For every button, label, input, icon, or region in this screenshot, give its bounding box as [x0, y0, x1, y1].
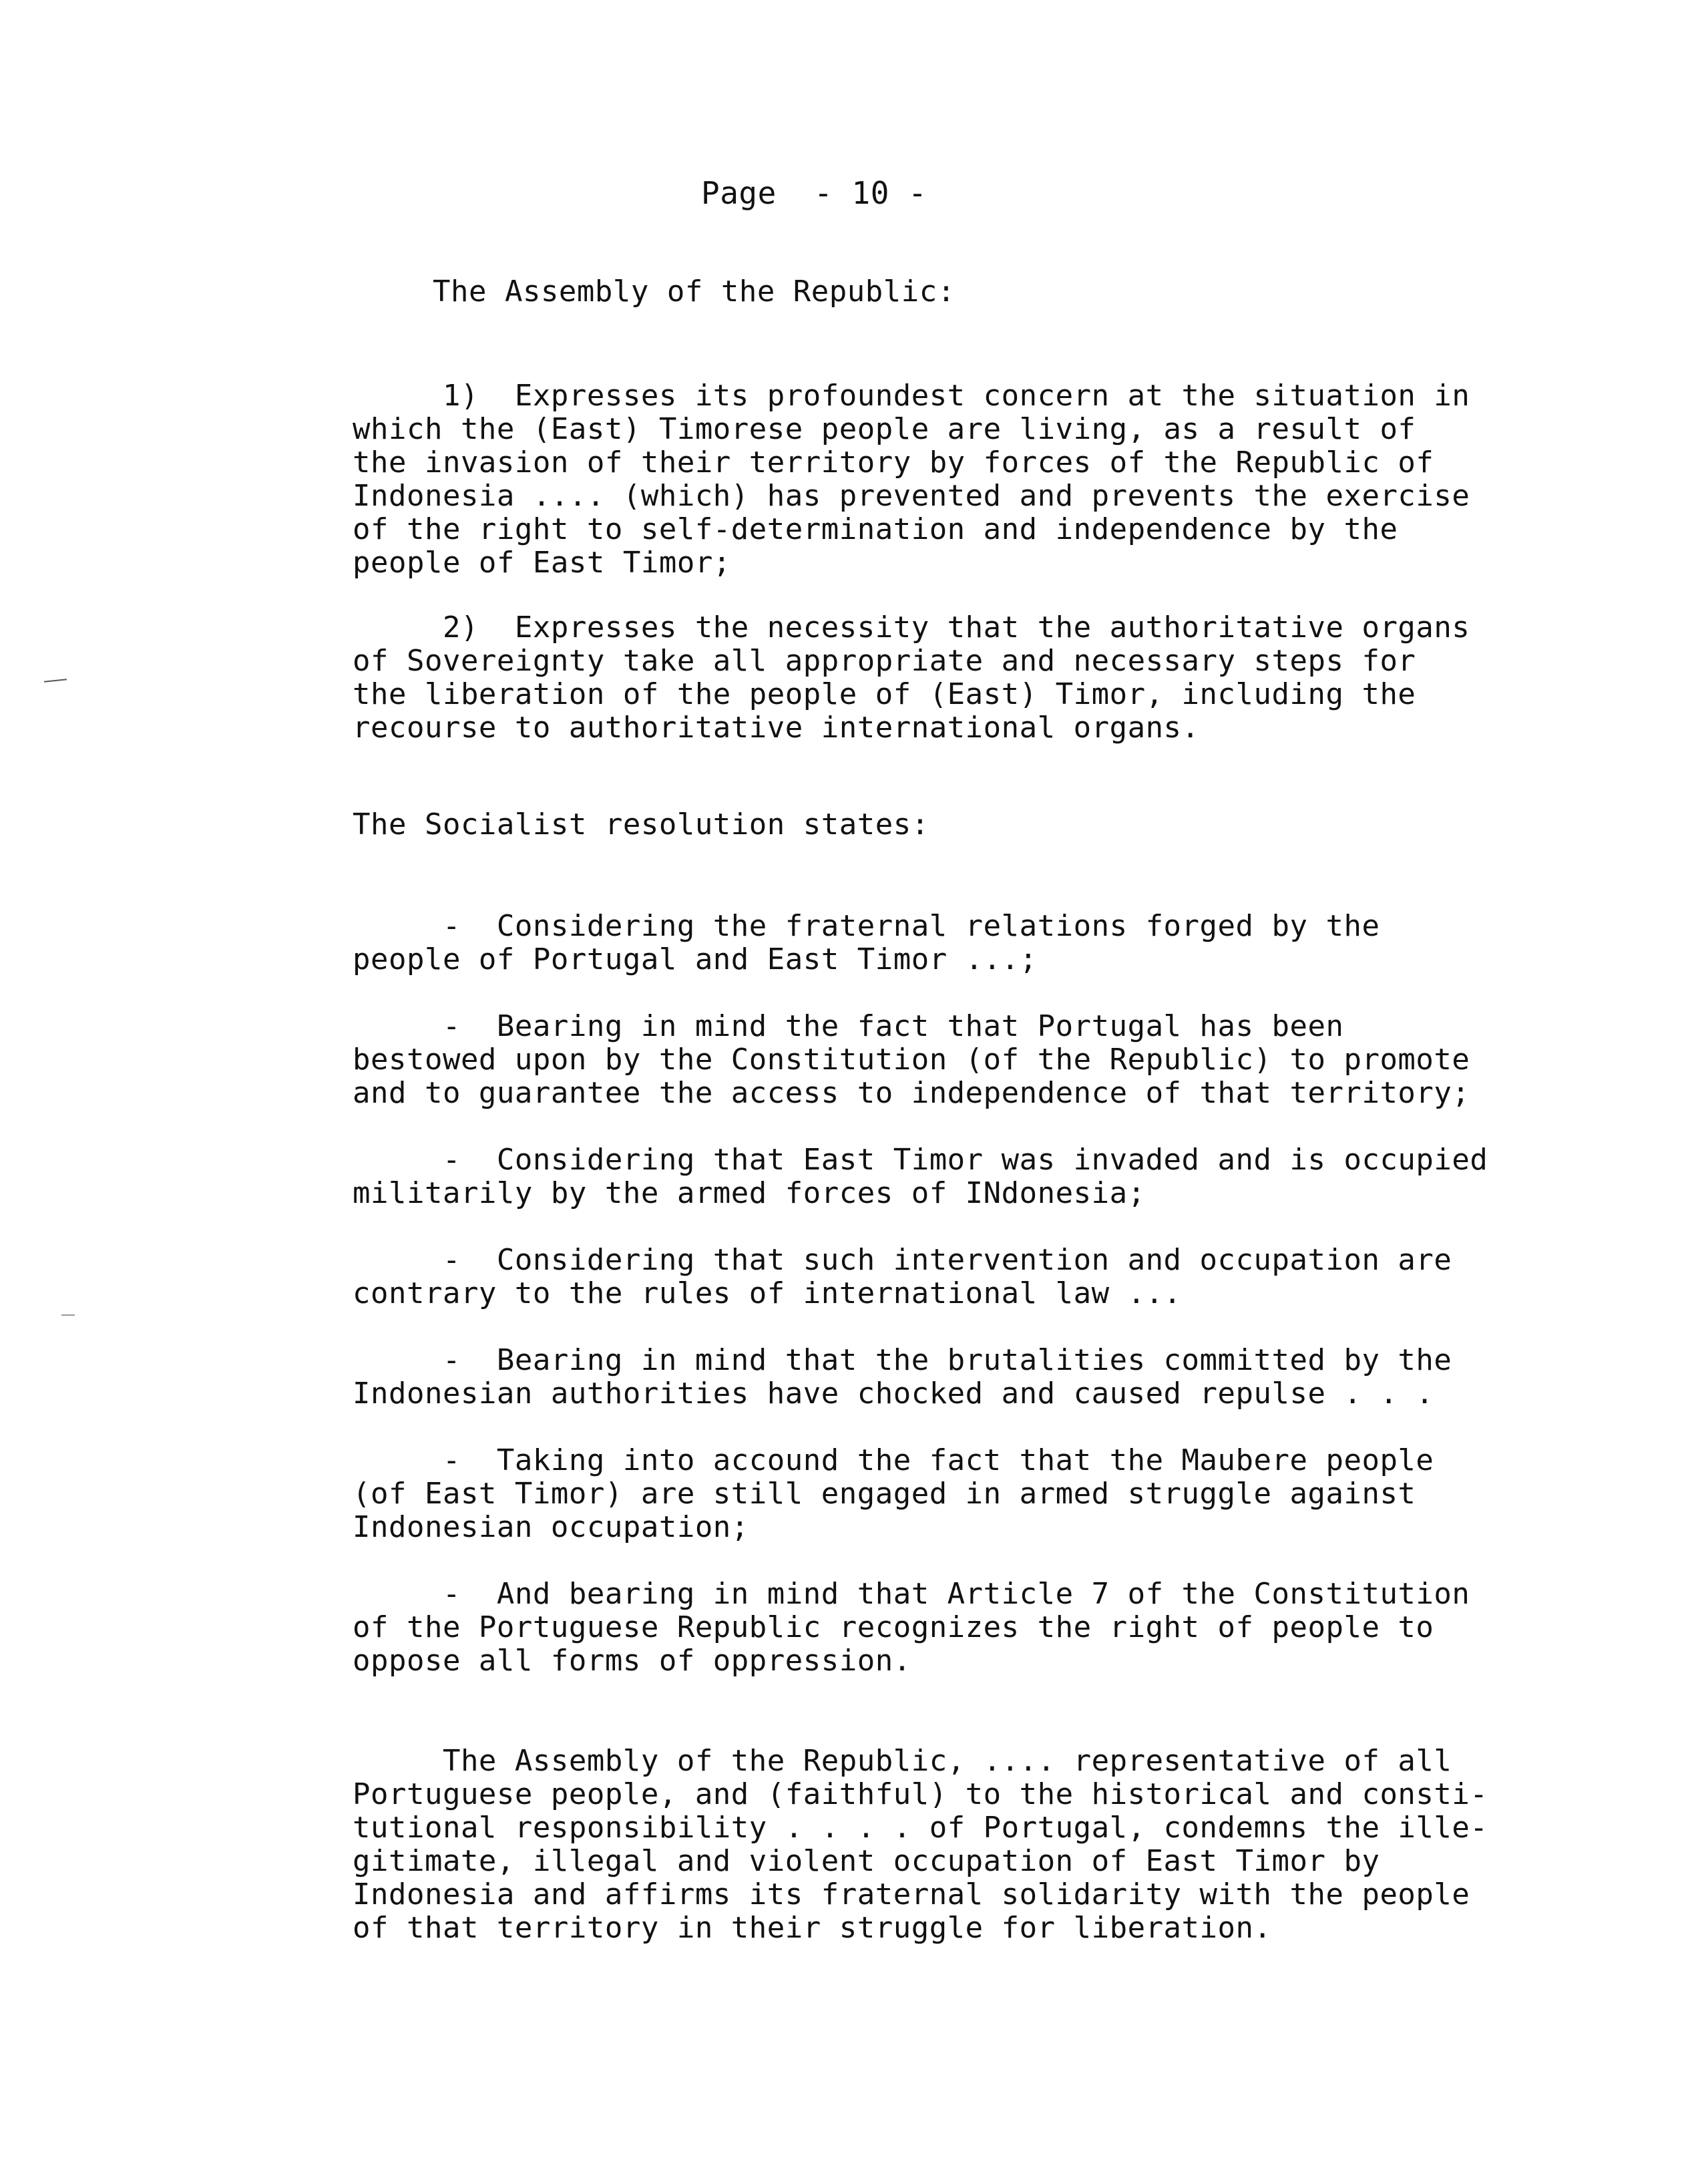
resolution-clause: - And bearing in mind that Article 7 of the Constitution of the Portuguese Republic recognizes the right of people to oppose all forms of oppression.	[353, 1577, 1470, 1678]
assembly-heading: The Assembly of the Republic:	[433, 275, 956, 309]
resolution-clause: - Bearing in mind the fact that Portugal has been bestowed upon by the Constitution (of the Republic) to promote and to guarantee the access to independence of that territory;	[353, 1009, 1470, 1110]
assembly-item-1: 1) Expresses its profoundest concern at the situation in which the (East) Timorese people are living, as a result of the invasion of their territory by forces of the Republic of Indonesia .... (which) has prevented and prevents the exercise of the right to self-determination and independence by the people of East Timor;	[353, 379, 1470, 580]
resolution-clause: - Taking into accound the fact that the Maubere people (of East Timor) are still engaged in armed struggle against Indonesian occupation;	[353, 1443, 1434, 1544]
resolution-clause: - Considering that East Timor was invaded and is occupied militarily by the armed forces of INdonesia;	[353, 1143, 1488, 1210]
resolution-clause: - Considering the fraternal relations forged by the people of Portugal and East Timor ...;	[353, 909, 1380, 976]
scan-artifact-mark	[61, 1314, 75, 1316]
socialist-resolution-heading: The Socialist resolution states:	[353, 807, 929, 842]
page-number: Page - 10 -	[701, 175, 927, 211]
conclusion-paragraph: The Assembly of the Republic, .... representative of all Portuguese people, and (faithful) to the historical and consti- tutional responsibility . . . . of Portugal, condemns the ille- gitimate, illegal and violent occupation of East Timor by Indonesia and affirms its fraternal solidarity with the people of that territory in their struggle for liberation.	[353, 1744, 1488, 1945]
assembly-item-2: 2) Expresses the necessity that the authoritative organs of Sovereignty take all appropriate and necessary steps for the liberation of the people of (East) Timor, including the recourse to authoritative international organs.	[353, 610, 1470, 745]
resolution-clause: - Bearing in mind that the brutalities committed by the Indonesian authorities have chocked and caused repulse . . .	[353, 1343, 1452, 1411]
scan-artifact-mark	[44, 679, 67, 683]
resolution-clause: - Considering that such intervention and occupation are contrary to the rules of international law ...	[353, 1243, 1452, 1310]
